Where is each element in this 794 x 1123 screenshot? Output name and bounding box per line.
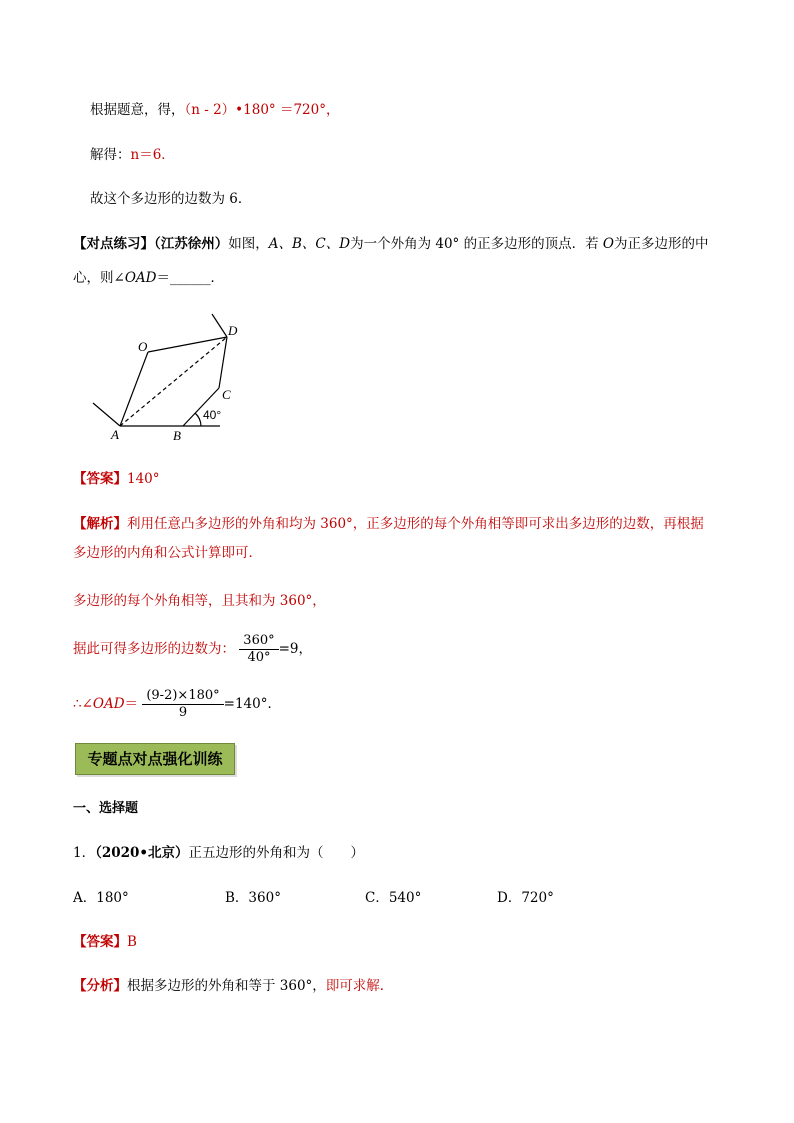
- fraction-numerator: 360°: [239, 633, 278, 650]
- option-letter: A．: [73, 890, 97, 906]
- analysis-line-4: [73, 633, 312, 666]
- polygon-figure: [85, 305, 255, 445]
- solution-text: 解得：: [90, 147, 131, 163]
- analysis-text: 据此可得多边形的边数为：: [73, 641, 235, 657]
- option-value: 360°: [248, 890, 281, 906]
- question-text: 正五边形的外角和为（ ）: [188, 845, 365, 861]
- analysis-line-1: [73, 513, 704, 535]
- fraction-numerator: (9-2)×180°: [142, 688, 223, 705]
- analysis-text: 利用任意凸多边形的外角和均为 360°，正多边形的每个外角相等即可求出多边形的边数，再根据: [127, 516, 704, 532]
- analysis-text-red: 即可求解．: [325, 978, 394, 994]
- practice-text: 心，则∠: [73, 270, 125, 286]
- extension-A: [93, 403, 120, 426]
- answer-value: B: [127, 934, 137, 950]
- answer-tag: 【答案】: [73, 934, 127, 950]
- option-d[interactable]: [497, 887, 554, 909]
- solution-line-2: [90, 144, 175, 166]
- label-D: D: [228, 323, 238, 338]
- answer-tag: 【答案】: [73, 471, 127, 487]
- section-heading: 一、选择题: [73, 801, 139, 816]
- answer-line-2: [73, 931, 137, 953]
- solution-text: 根据题意，得，: [90, 102, 185, 118]
- answer-line-1: [73, 468, 160, 490]
- label-B: B: [173, 428, 181, 443]
- angle-arc: [195, 413, 201, 426]
- extension-D: [212, 314, 227, 337]
- option-value: 180°: [96, 890, 129, 906]
- label-C: C: [222, 387, 231, 402]
- practice-o: O: [602, 236, 614, 252]
- practice-tag: 【对点练习】: [73, 236, 154, 252]
- analysis-text: ∴∠: [73, 696, 93, 712]
- answer-value: 140°: [127, 471, 160, 487]
- analysis-line-3: 多边形的每个外角相等，且其和为 360°，: [73, 593, 326, 609]
- question-1: [73, 842, 364, 864]
- practice-points: A、B、C、D: [268, 236, 351, 252]
- fraction-denominator: 9: [178, 705, 188, 720]
- solution-line-1: [90, 99, 339, 121]
- fraction-result: =9，: [278, 641, 313, 657]
- solution-line-3: 故这个多边形的边数为 6．: [90, 191, 252, 207]
- angle-label: 40°: [203, 408, 222, 422]
- side-DC: [219, 337, 227, 388]
- option-letter: C．: [365, 890, 389, 906]
- practice-line-1: [73, 233, 708, 255]
- fraction-interior-angle: [142, 688, 223, 721]
- formula: n＝6．: [130, 147, 175, 163]
- practice-oad: OAD: [124, 270, 157, 286]
- analysis-oad: OAD: [92, 696, 125, 712]
- practice-text: ＝______．: [156, 270, 224, 286]
- fraction-360-40: [239, 633, 278, 666]
- practice-text: 如图，: [228, 236, 269, 252]
- option-b[interactable]: [225, 887, 281, 909]
- section-tag: 专题点对点强化训练: [75, 743, 235, 775]
- fraction-result: =140°．: [223, 696, 281, 712]
- option-letter: B．: [225, 890, 249, 906]
- formula: （n - 2）•180° ＝720°，: [184, 102, 340, 118]
- analysis-line-6: [73, 975, 393, 997]
- option-a[interactable]: [73, 887, 129, 909]
- analysis-text: ＝: [124, 696, 139, 712]
- question-source: （2020•北京）: [95, 845, 189, 861]
- analysis-text: 根据多边形的外角和等于 360°，: [127, 978, 326, 994]
- practice-text: 为正多边形的中: [613, 236, 709, 252]
- analysis-tag: 【分析】: [73, 978, 127, 994]
- analysis-tag: 【解析】: [73, 516, 127, 532]
- fraction-denominator: 40°: [247, 650, 271, 665]
- label-O: O: [138, 339, 148, 354]
- analysis-line-5: [73, 688, 281, 721]
- option-c[interactable]: [365, 887, 421, 909]
- option-letter: D．: [497, 890, 522, 906]
- option-value: 540°: [388, 890, 422, 906]
- practice-line-2: [73, 267, 224, 289]
- analysis-line-2: 多边形的内角和公式计算即可．: [73, 545, 262, 561]
- practice-text: 为一个外角为 40° 的正多边形的顶点．若: [350, 236, 603, 252]
- side-OD: [148, 337, 227, 352]
- option-value: 720°: [521, 890, 554, 906]
- question-number: 1．: [73, 845, 96, 861]
- label-A: A: [111, 427, 119, 442]
- practice-source: （江苏徐州）: [154, 236, 229, 252]
